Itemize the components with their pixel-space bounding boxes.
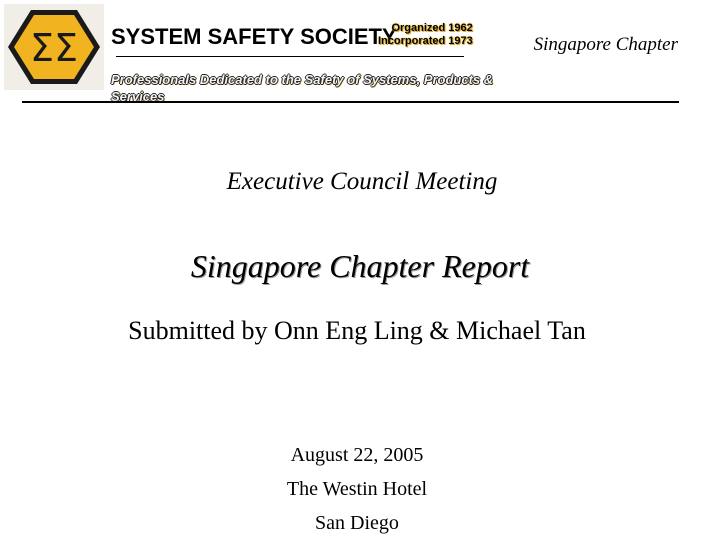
submitted-by: Submitted by Onn Eng Ling & Michael Tan xyxy=(128,316,586,345)
society-name: SYSTEM SAFETY SOCIETY xyxy=(111,24,397,49)
society-logo xyxy=(4,4,104,90)
organization-dates xyxy=(378,22,473,48)
organized-date: Organized 1962 xyxy=(391,22,473,34)
society-tagline: Professionals Dedicated to the Safety of Systems, Products & Services xyxy=(111,72,494,104)
meeting-date: August 22, 2005 xyxy=(290,444,424,466)
incorporated-date: Incorporated 1973 xyxy=(378,35,473,47)
report-title: Singapore Chapter Report xyxy=(190,248,530,284)
chapter-name: Singapore Chapter xyxy=(533,34,678,55)
meeting-venue: The Westin Hotel xyxy=(286,478,428,500)
double-sigma-hexagon-logo-icon xyxy=(4,4,104,90)
header-divider-long xyxy=(22,101,679,103)
meeting-details xyxy=(72,438,642,540)
header-divider-short xyxy=(116,56,464,57)
logo-glyphs: ΣΣ xyxy=(29,26,79,70)
meeting-title: Executive Council Meeting xyxy=(226,168,498,195)
meeting-city: San Diego xyxy=(315,512,399,534)
